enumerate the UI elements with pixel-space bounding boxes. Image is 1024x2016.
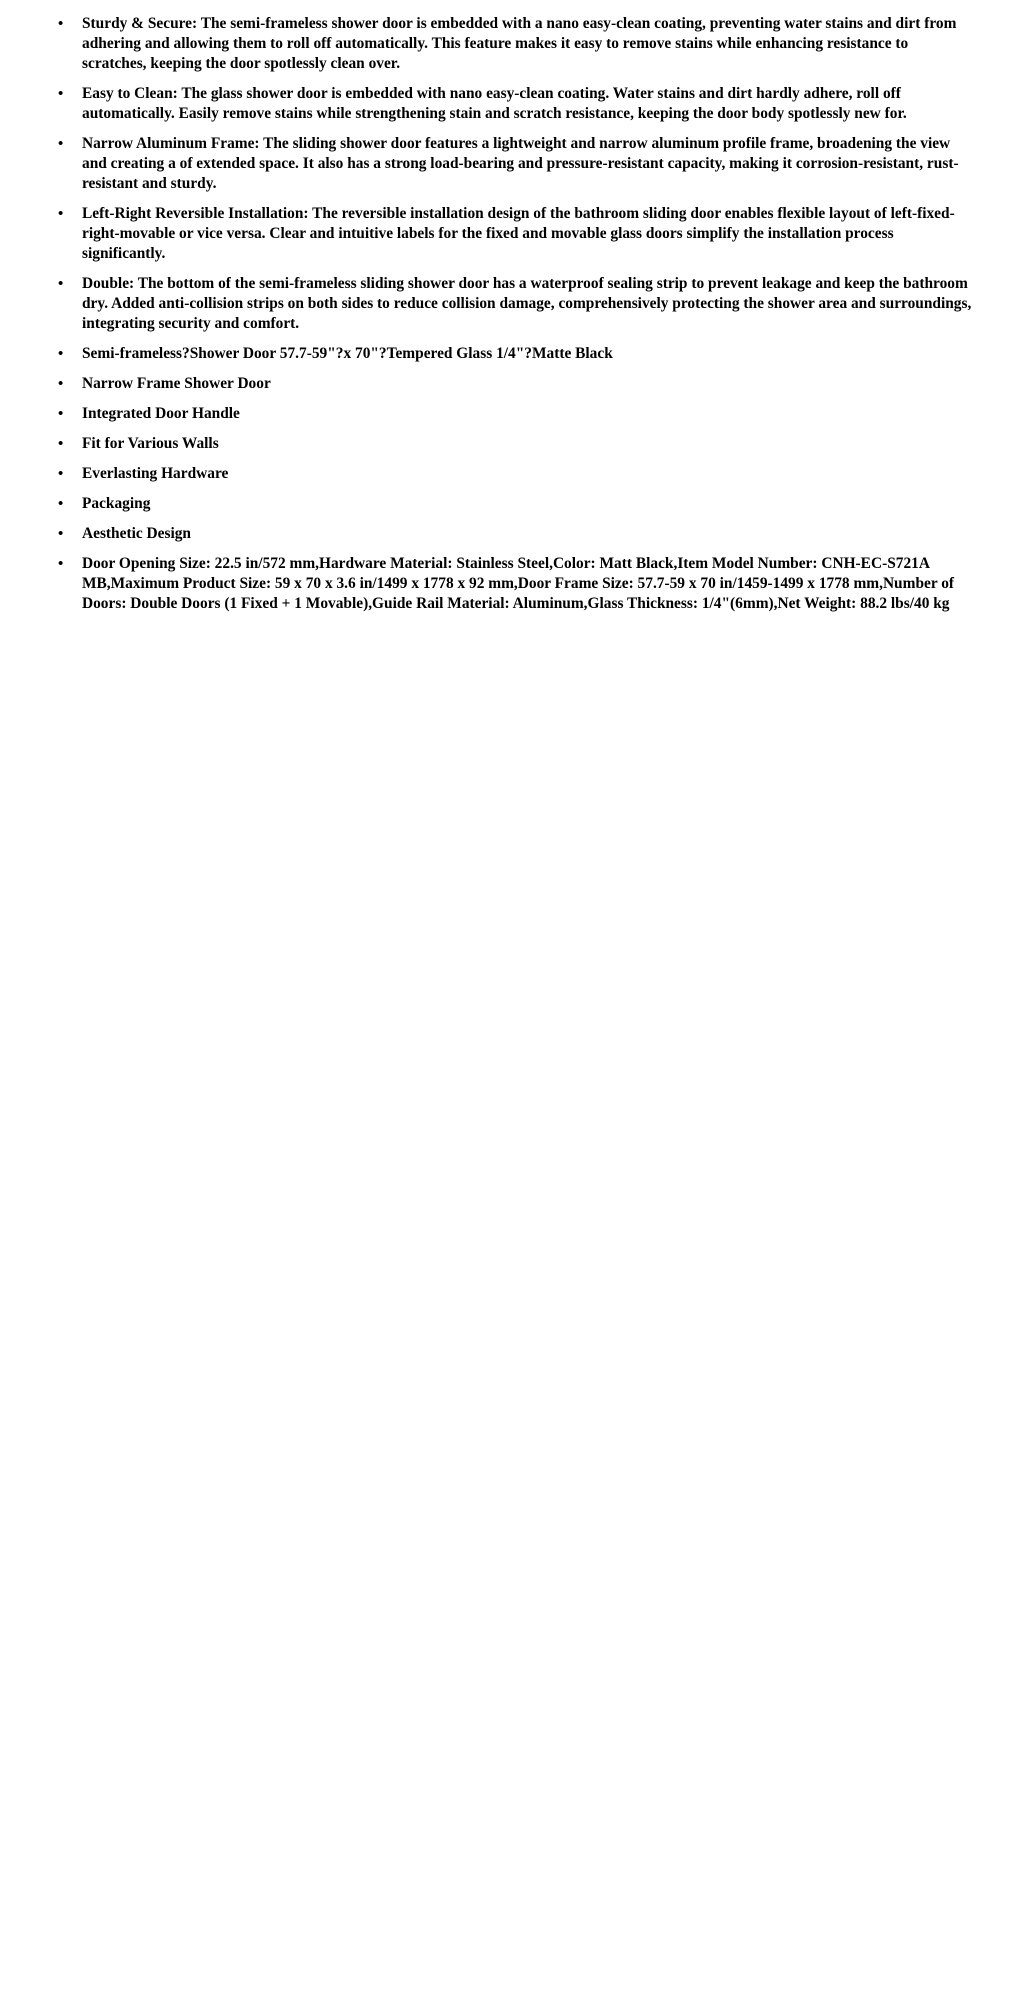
bullet-icon: • [58, 376, 64, 392]
bullet-icon: • [58, 16, 64, 32]
feature-text: Easy to Clean: The glass shower door is embedded with nano easy-clean coating. Water stains and dirt hardly adhere, roll off automatically. Easily remove stains while strengthening stain and scratch resistance, keeping the door body spotlessly new for. [82, 85, 907, 122]
bullet-icon: • [58, 466, 64, 482]
feature-item-product-summary [58, 344, 976, 364]
feature-item-double [58, 274, 976, 334]
feature-item-aesthetic-design [58, 524, 976, 544]
bullet-icon: • [58, 276, 64, 292]
feature-text: Left-Right Reversible Installation: The reversible installation design of the bathroom sliding door enables flexible layout of left-fixed-right-movable or vice versa. Clear and intuitive labels for the fixed and movable glass doors simplify the installation process significantly. [82, 205, 955, 262]
feature-text: Door Opening Size: 22.5 in/572 mm,Hardware Material: Stainless Steel,Color: Matt Black,Item Model Number: CNH-EC-S721A MB,Maximum Product Size: 59 x 70 x 3.6 in/1499 x 1778 x 92 mm,Door Frame Size: 57.7-59 x 70 in/1459-1499 x 1778 mm,Number of Doors: Double Doors (1 Fixed + 1 Movable),Guide Rail Material: Aluminum,Glass Thickness: 1/4"(6mm),Net Weight: 88.2 lbs/40 kg [82, 555, 955, 612]
bullet-icon: • [58, 436, 64, 452]
feature-text: Aesthetic Design [82, 525, 191, 542]
feature-text: Packaging [82, 495, 151, 512]
feature-text: Everlasting Hardware [82, 465, 229, 482]
bullet-icon: • [58, 136, 64, 152]
feature-item-integrated-handle [58, 404, 976, 424]
feature-item-specifications [58, 554, 976, 614]
feature-item-various-walls [58, 434, 976, 454]
bullet-icon: • [58, 86, 64, 102]
feature-text: Integrated Door Handle [82, 405, 240, 422]
feature-text: Sturdy & Secure: The semi-frameless shower door is embedded with a nano easy-clean coating, preventing water stains and dirt from adhering and allowing them to roll off automatically. This feature makes it easy to remove stains while enhancing resistance to scratches, keeping the door spotlessly clean over. [82, 15, 957, 72]
bullet-icon: • [58, 406, 64, 422]
feature-item-narrow-frame-door [58, 374, 976, 394]
feature-item-packaging [58, 494, 976, 514]
feature-text: Semi-frameless?Shower Door 57.7-59"?x 70"?Tempered Glass 1/4"?Matte Black [82, 345, 613, 362]
feature-list [0, 0, 1024, 614]
feature-text: Narrow Aluminum Frame: The sliding shower door features a lightweight and narrow aluminum profile frame, broadening the view and creating a of extended space. It also has a strong load-bearing and pressure-resistant capacity, making it corrosion-resistant, rust-resistant and sturdy. [82, 135, 959, 192]
feature-item-narrow-aluminum-frame [58, 134, 976, 194]
feature-item-sturdy-secure [58, 14, 976, 74]
bullet-icon: • [58, 556, 64, 572]
bullet-icon: • [58, 526, 64, 542]
bullet-icon: • [58, 496, 64, 512]
bullet-icon: • [58, 346, 64, 362]
feature-text: Fit for Various Walls [82, 435, 219, 452]
feature-text: Narrow Frame Shower Door [82, 375, 271, 392]
feature-item-easy-to-clean [58, 84, 976, 124]
feature-item-everlasting-hardware [58, 464, 976, 484]
bullet-icon: • [58, 206, 64, 222]
feature-text: Double: The bottom of the semi-frameless sliding shower door has a waterproof sealing strip to prevent leakage and keep the bathroom dry. Added anti-collision strips on both sides to reduce collision damage, comprehensively protecting the shower area and surroundings, integrating security and comfort. [82, 275, 972, 332]
feature-item-reversible-installation [58, 204, 976, 264]
